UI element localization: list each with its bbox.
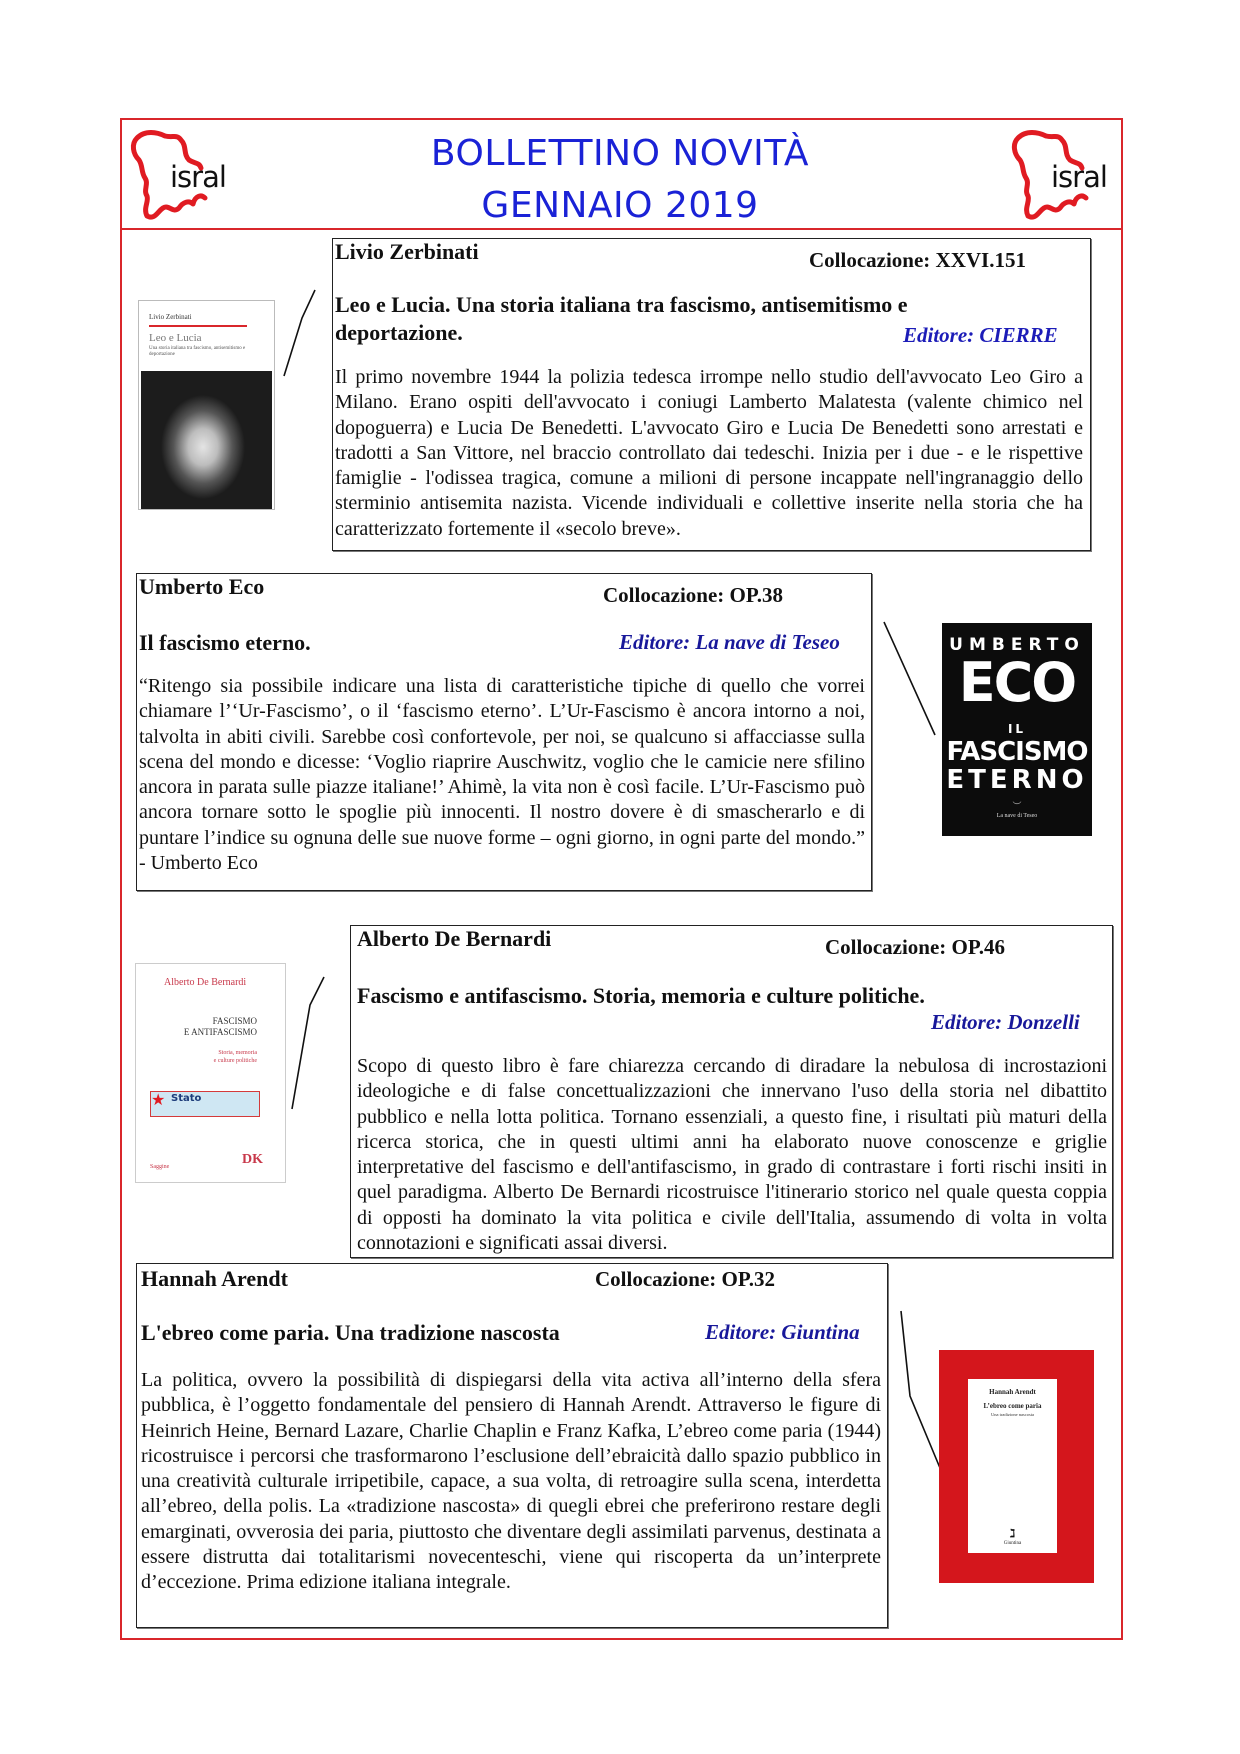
cover-subtitle: Una tradizione nascosta (991, 1412, 1034, 1417)
book-collocazione: Collocazione: OP.46 (825, 935, 1006, 959)
book-title: Leo e Lucia. Una storia italiana tra fascismo, antisemitismo e deportazione. (335, 292, 908, 345)
cover-photo (141, 371, 272, 509)
book-description: Il primo novembre 1944 la polizia tedesca irrompe nello studio dell'avvocato Leo Giro a Milano. Erano ospiti dell'avvocato i coniugi Lamberto Malatesta (valente chimico nel dopoguerra) e Lucia De Benedetti. L'avvocato Giro e Lucia De Benedetti sono arrestati e tradotti a San Vittore, nel braccio controllato dai tedeschi. Inizia per i due - e le rispettive famiglie - l'odissea tragica, comune a milioni di persone incappate nell'ingranaggio dello sterminio antisemita nazista. Vicende individuali e collettive inserite nella storia che ha caratterizzato fortemente il «secolo breve». (335, 366, 1083, 540)
book-title: Fascismo e antifascismo. Storia, memoria e culture politiche. (357, 983, 925, 1008)
cover-author: Alberto De Bernardi (164, 977, 247, 988)
book-cover-fascismo-antifascismo (135, 963, 286, 1183)
isral-logo-right (1004, 124, 1122, 224)
cover-subtitle-1: Storia, memoria (218, 1050, 257, 1056)
book-author: Umberto Eco (139, 574, 265, 599)
book-cover-fascismo-eterno (942, 623, 1092, 836)
book-cover-leo-e-lucia (138, 300, 275, 510)
cover-publisher: Giuntina (1003, 1541, 1022, 1546)
book-collocazione: Collocazione: OP.32 (595, 1267, 776, 1291)
cover-sticker (150, 1091, 260, 1117)
book-card-de-bernardi (350, 925, 1113, 1258)
connector-line (880, 618, 940, 738)
book-editor: Editore: Donzelli (931, 1010, 1080, 1034)
book-title: L'ebreo come paria. Una tradizione nascosta (141, 1320, 560, 1345)
bulletin-title (360, 128, 880, 232)
book-card-zerbinati (332, 238, 1091, 551)
book-card-eco (136, 573, 872, 891)
cover-line-il: IL (1007, 722, 1027, 736)
cover-line-eterno: ETERNO (946, 765, 1088, 795)
book-description: Scopo di questo libro è fare chiarezza cercando di diradare la nebulosa di incrostazioni ideologiche e di false concettualizzazioni che innervano l'uso della storia nel dibattito pubblico e nella lotta politica. Tornano essenziali, a questo fine, i risultati più maturi della ricerca storica, che in questi ultimi anni ha elaborato nuove conoscenze e griglie interpretative del fascismo e dell'antifascismo, in grado di contrastare i forti rischi insiti in quel paradigma. Alberto De Bernardi ricostruisce l'itinerario storico nel quale questa coppia di opposti ha dominato la vita politica e civile dell'Italia, assumendo di volta in volta connotazioni e significati assai diversi. (357, 1055, 1107, 1255)
cover-line-fascismo: FASCISMO (946, 737, 1088, 767)
sticker-text: Stato (171, 1093, 202, 1104)
connector-line (288, 975, 328, 1115)
connector-line (280, 288, 320, 378)
title-line-2: GENNAIO 2019 (481, 185, 759, 226)
cover-series: Saggine (150, 1164, 170, 1170)
book-author: Livio Zerbinati (335, 239, 479, 264)
book-collocazione: Collocazione: OP.38 (603, 583, 784, 607)
book-editor: Editore: CIERRE (903, 323, 1058, 347)
cover-subtitle-2: e culture politiche (213, 1058, 257, 1064)
book-description: La politica, ovvero la possibilità di dispiegarsi della vita activa all’interno della sfera pubblica, è l’oggetto fondamentale del pensiero di Hannah Arendt. Attraverso le figure di Heinrich Heine, Bernard Lazare, Charlie Chaplin e Franz Kafka, L’ebreo come paria (1944) ricostruisce i percorsi che trasformarono l’esclusione dell’ebraicità dallo spazio pubblico in una creatività culturale irripetibile, capace, a sua volta, di retroagire sulla scena, interdetta all’ebreo, della polis. La «tradizione nascosta» di quegli ebrei che preferirono restare degli emarginati, ovverosia dei paria, piuttosto che diventare degli assimilati parvenus, destinata a essere distrutta dai totalitarismi novecenteschi, viene qui riscoperta da un’interprete d’eccezione. Prima edizione italiana integrale. (141, 1369, 881, 1594)
star-icon: ★ (151, 1092, 166, 1109)
title-line-1: BOLLETTINO NOVITÀ (430, 133, 810, 174)
book-card-arendt (136, 1263, 888, 1628)
book-author: Hannah Arendt (141, 1266, 288, 1291)
book-collocazione: Collocazione: XXVI.151 (809, 248, 1026, 272)
donzelli-logo-icon: DK (242, 1152, 263, 1167)
logo-text: isral (1051, 160, 1107, 194)
logo-text: isral (170, 160, 226, 194)
cover-author: Livio Zerbinati (149, 313, 192, 321)
isral-logo-left (123, 124, 241, 224)
book-title: Il fascismo eterno. (139, 630, 311, 655)
book-description: “Ritengo sia possibile indicare una lista di caratteristiche tipiche di quello che vorrei chiamare l’‘Ur-Fascismo’, o il ‘fascismo eterno’. L’Ur-Fascismo è ancora intorno a noi, talvolta in abiti civili. Sarebbe così confortevole, per noi, se qualcuno si affacciasse sulla scena del mondo e dicesse: ‘Voglio riaprire Auschwitz, voglio che le camicie nere sfilino ancora in parata sulle piazze italiane!’ Ahimè, la vita non è così facile. L’Ur-Fascismo può ancora tornare sotto le spoglie più innocenti. Il nostro dovere è di smascherarlo e di puntare l’indice su ognuna delle sue nuove forme – ogni giorno, in ogni parte del mondo.” - Umberto Eco (139, 675, 865, 875)
book-editor: Editore: La nave di Teseo (619, 630, 840, 654)
book-author: Alberto De Bernardi (357, 926, 552, 951)
cover-rule (149, 325, 247, 327)
cover-inner-panel (968, 1379, 1057, 1553)
cover-title: L’ebreo come paria (983, 1402, 1042, 1410)
cover-publisher: La nave di Teseo (996, 813, 1038, 819)
book-editor: Editore: Giuntina (705, 1320, 860, 1344)
cover-line-umberto: UMBERTO (949, 635, 1085, 655)
cover-title: Leo e Lucia (149, 332, 202, 344)
cover-subtitle: Una storia italiana tra fascismo, antisemitismo e deportazione (149, 346, 246, 357)
cover-author: Hannah Arendt (989, 1388, 1036, 1396)
cover-title-1: FASCISMO (212, 1016, 257, 1026)
cover-title-2: E ANTIFASCISMO (183, 1027, 257, 1037)
book-cover-ebreo-come-paria (939, 1350, 1094, 1583)
giuntina-logo-icon: ℷ (1009, 1528, 1016, 1540)
ship-icon: ︶ (1012, 802, 1022, 812)
cover-line-eco: ECO (958, 651, 1076, 714)
